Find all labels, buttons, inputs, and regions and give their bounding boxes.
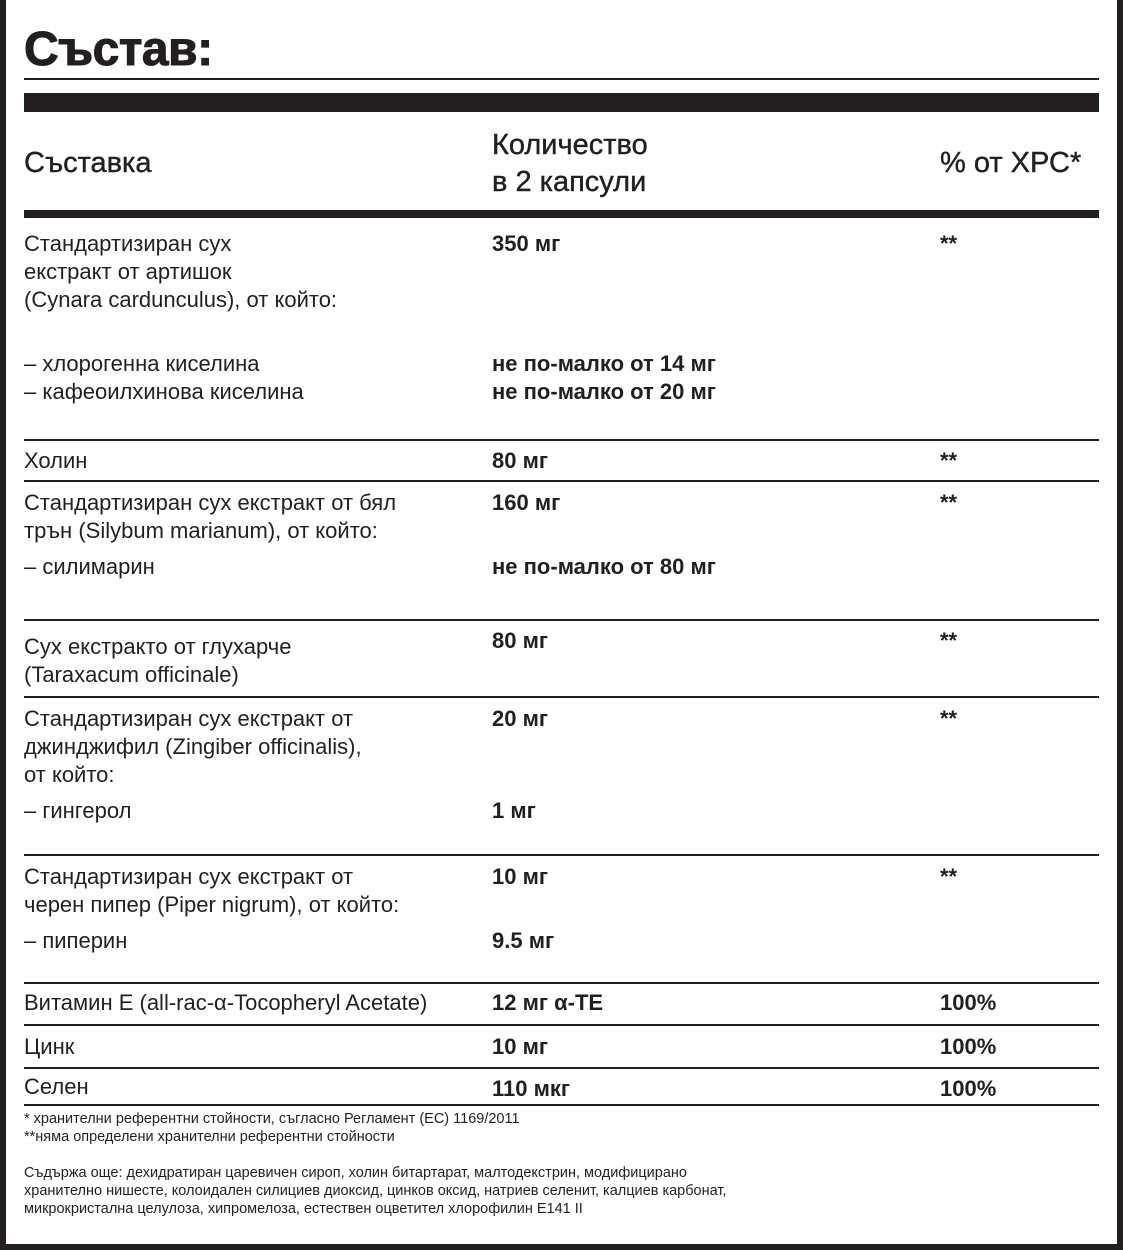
row-artichoke-name-2: екстракт от артишок xyxy=(24,259,232,284)
page-title: Състав: xyxy=(24,23,213,76)
row-divider xyxy=(24,1104,1099,1106)
row-divider xyxy=(24,1067,1099,1069)
row-artichoke-amount: 350 мг xyxy=(492,231,561,256)
row-artichoke-sub-amount-2: не по-малко от 20 мг xyxy=(492,379,716,404)
row-divider xyxy=(24,854,1099,856)
row-selenium-amount: 110 мкг xyxy=(492,1076,571,1101)
header-top-bar xyxy=(24,93,1099,112)
row-artichoke-name-3: (Cynara cardunculus), от който: xyxy=(24,287,338,312)
row-zinc-name: Цинк xyxy=(24,1034,75,1059)
row-ginger-name-2: джинджифил (Zingiber officinalis), xyxy=(24,734,362,759)
row-divider xyxy=(24,480,1099,482)
row-pepper-rda: ** xyxy=(940,864,958,889)
row-zinc-rda: 100% xyxy=(940,1034,997,1059)
row-milk-thistle-amount: 160 мг xyxy=(492,490,561,515)
row-pepper-sub-amount: 9.5 мг xyxy=(492,928,555,953)
header-rda: % от ХРС* xyxy=(940,147,1082,179)
row-ginger-name-1: Стандартизиран сух екстракт от xyxy=(24,706,354,731)
row-divider xyxy=(24,982,1099,984)
header-amount-line2: в 2 капсули xyxy=(492,166,647,198)
other-ingredients-line-1: Съдържа още: дехидратиран царевичен сироп, холин битартарат, малтодекстрин, модифицирано xyxy=(24,1165,687,1181)
row-zinc-amount: 10 мг xyxy=(492,1034,549,1059)
row-ginger-sub: – гингерол xyxy=(24,798,132,823)
other-ingredients-line-2: хранително нишесте, колоидален силициев диоксид, цинков оксид, натриев селенит, калциев карбонат, xyxy=(24,1183,727,1199)
row-artichoke-sub-1: – хлорогенна киселина xyxy=(24,351,260,376)
row-vitamin-e-amount: 12 мг α-ТЕ xyxy=(492,990,604,1015)
row-divider xyxy=(24,619,1099,621)
row-vitamin-e-rda: 100% xyxy=(940,990,997,1015)
row-artichoke-sub-2: – кафеоилхинова киселина xyxy=(24,379,304,404)
row-selenium-rda: 100% xyxy=(940,1076,997,1101)
header-bottom-bar xyxy=(24,210,1099,218)
row-ginger-amount: 20 мг xyxy=(492,706,549,731)
row-divider xyxy=(24,696,1099,698)
other-ingredients-line-3: микрокристална целулоза, хипромелоза, естествен оцветител хлорофилин Е141 II xyxy=(24,1201,583,1217)
row-ginger-rda: ** xyxy=(940,706,958,731)
row-selenium-name: Селен xyxy=(24,1074,89,1099)
row-ginger-name-3: от който: xyxy=(24,762,115,787)
row-artichoke-name-1: Стандартизиран сух xyxy=(24,231,232,256)
row-dandelion-name-2: (Taraxacum officinale) xyxy=(24,662,239,687)
row-milk-thistle-sub: – силимарин xyxy=(24,554,155,579)
row-choline-rda: ** xyxy=(940,448,958,473)
title-rule xyxy=(24,78,1099,80)
row-milk-thistle-name-1: Стандартизиран сух екстракт от бял xyxy=(24,490,397,515)
row-pepper-name-2: черен пипер (Piper nigrum), от който: xyxy=(24,892,400,917)
row-divider xyxy=(24,1024,1099,1026)
row-pepper-amount: 10 мг xyxy=(492,864,549,889)
row-milk-thistle-rda: ** xyxy=(940,490,958,515)
row-artichoke-sub-amount-1: не по-малко от 14 мг xyxy=(492,351,716,376)
row-dandelion-name-1: Сух екстракто от глухарче xyxy=(24,634,292,659)
row-dandelion-rda: ** xyxy=(940,628,958,653)
row-pepper-sub: – пиперин xyxy=(24,928,128,953)
footnote-no-rda: **няма определени хранителни референтни стойности xyxy=(24,1129,395,1145)
row-ginger-sub-amount: 1 мг xyxy=(492,798,536,823)
row-choline-name: Холин xyxy=(24,448,88,473)
row-choline-amount: 80 мг xyxy=(492,448,549,473)
row-divider xyxy=(24,439,1099,441)
row-dandelion-amount: 80 мг xyxy=(492,628,549,653)
row-pepper-name-1: Стандартизиран сух екстракт от xyxy=(24,864,354,889)
row-milk-thistle-sub-amount: не по-малко от 80 мг xyxy=(492,554,716,579)
row-artichoke-rda: ** xyxy=(940,231,958,256)
row-milk-thistle-name-2: трън (Silybum marianum), от който: xyxy=(24,518,378,543)
header-amount-line1: Количество xyxy=(492,129,648,161)
header-ingredient: Съставка xyxy=(24,147,152,179)
footnote-rda: * хранителни референтни стойности, съгласно Регламент (ЕС) 1169/2011 xyxy=(24,1111,520,1127)
row-vitamin-e-name: Витамин Е (all-rac-α-Tocopheryl Acetate) xyxy=(24,990,428,1015)
